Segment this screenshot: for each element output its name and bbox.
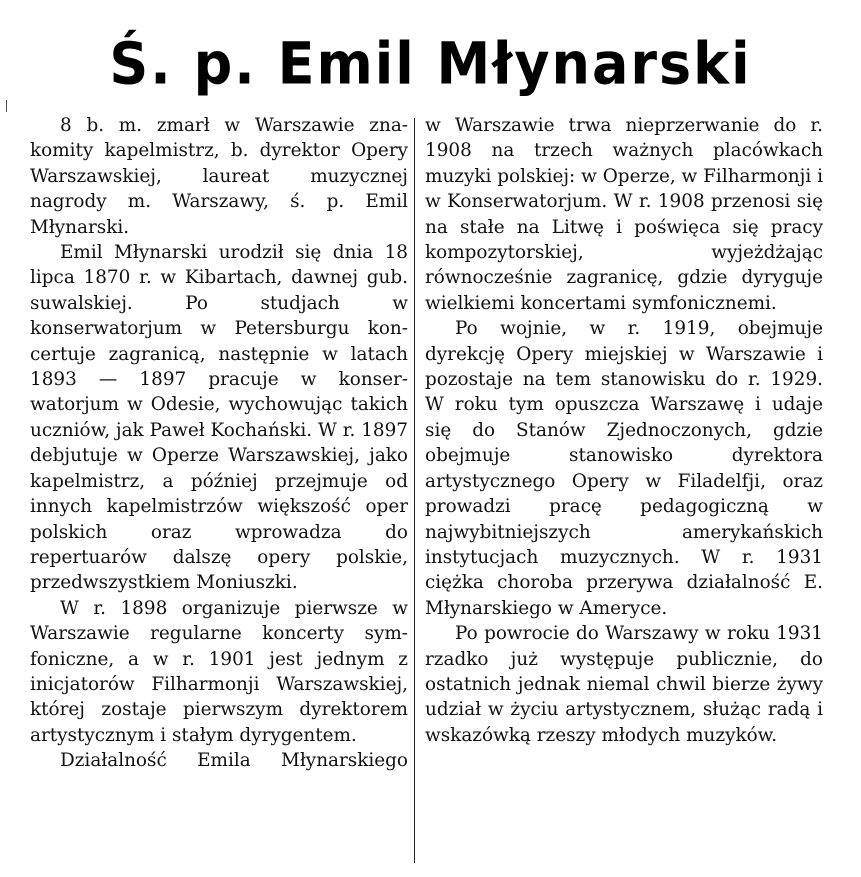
cropped-header-strip [0, 0, 861, 14]
right-paragraph-2: Po wojnie, w r. 1919, obejmuje dyrekcję Opery miejskiej w Warszawie i pozostaje na tem stanowisku do r. 1929. W roku tym opuszcza Warszawę i udaje się do Stanów Zjednoczonych, gdzie obejmuje stanowisko dyrektora artystycznego Opery w Filadelfji, oraz prowadzi pracę pedagogiczną w najwybitniejszych amerykańskich instytucjach muzycznych. W r. 1931 ciężka choroba przerywa działalność E. Młynarskiego w Ameryce. [425, 318, 823, 619]
article-column-right [425, 113, 823, 748]
left-paragraph-1: 8 b. m. zmarł w Warszawie znakomity kapelmistrz, b. dyrektor Opery Warszawskiej, laureat muzycznej nagrody m. Warszawy, ś. p. Emil Młynarski. [30, 115, 408, 238]
right-paragraph-1: w Warszawie trwa nieprzerwanie do r. 1908 na trzech ważnych placówkach muzyki polskiej: w Operze, w Filharmonji i w Konserwatorjum. W r. 1908 przenosi się na stałe na Litwę i poświęca się pracy kompozytorskiej, wyjeżdżając równocześnie zagranicę, gdzie dyryguje wielkiemi koncertami symfonicznemi. [425, 115, 823, 314]
left-paragraph-2: Emil Młynarski urodził się dnia 18 lipca 1870 r. w Kibartach, dawnej gub. suwalskiej. Po studjach w konserwatorjum w Petersburgu koncertuje zagranicą, następnie w latach 1893 — 1897 pracuje w konserwatorjum w Odesie, wychowując takich uczniów, jak Paweł Kochański. W r. 1897 debjutuje w Operze Warszawskiej, jako kapelmistrz, a później przejmuje od innych kapelmistrzów większość oper polskich oraz wprowadza do repertuarów dalszę opery polskie, przedwszystkiem Moniuszki. [30, 242, 408, 594]
article-column-left [30, 113, 408, 774]
column-divider [414, 118, 415, 863]
article-headline: Ś. p. Emil Młynarski [109, 29, 752, 98]
left-paragraph-4: Działalność Emila Młynarskiego [60, 750, 408, 772]
right-paragraph-3: Po powrocie do Warszawy w roku 1931 rzadko już występuje publicznie, do ostatnich jednak niemal chwil bierze żywy udział w życiu artystycznem, służąc radą i wskazówką rzeszy młodych muzyków. [425, 623, 823, 746]
left-paragraph-3: W r. 1898 organizuje pierwsze w Warszawie regularne koncerty symfoniczne, a w r. 1901 jest jednym z inicjatorów Filharmonji Warszawskiej, której zostaje pierwszym dyrektorem artystycznym i stałym dyrygentem. [30, 597, 408, 746]
